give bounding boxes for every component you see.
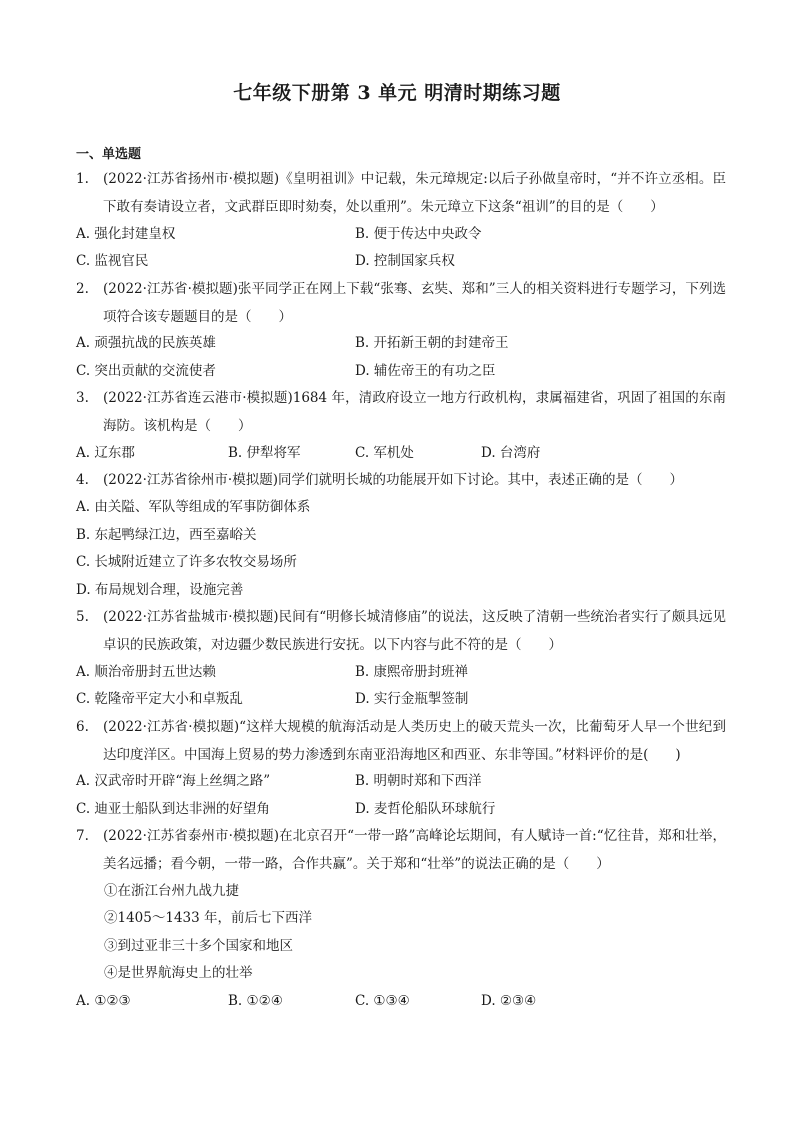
question-7 [76, 823, 726, 878]
option-a: A. 顽强抗战的民族英雄 [76, 335, 216, 351]
option-b: B. 便于传达中央政令 [355, 226, 482, 242]
statement-item: ④是世界航海史上的壮举 [104, 965, 253, 981]
option-a: A. 汉武帝时开辟“海上丝绸之路” [76, 773, 271, 789]
page-title: 七年级下册第 3 单元 明清时期练习题 [233, 82, 561, 104]
options-row [76, 358, 726, 386]
question-4 [76, 467, 726, 495]
option-d: D. 麦哲伦船队环球航行 [355, 801, 496, 817]
question-stem: (2022·江苏省·模拟题)张平同学正在网上下载“张骞、玄奘、郑和”三人的相关资料进行专题学习，下列选项符合该专题题目的是（ ） [103, 281, 726, 325]
statement-item: ②1405～1433 年，前后七下西洋 [104, 910, 313, 926]
options-row [76, 549, 726, 577]
options-row [76, 686, 726, 714]
options-row [76, 221, 726, 249]
option-b: B. 开拓新王朝的封建帝王 [355, 335, 509, 351]
question-2 [76, 276, 726, 331]
question-stem: (2022·江苏省徐州市·模拟题)同学们就明长城的功能展开如下讨论。其中，表述正确的是（ ） [103, 472, 683, 488]
option-d: D. 实行金瓶掣签制 [355, 691, 469, 707]
option-d: D. 控制国家兵权 [355, 253, 455, 269]
options-row [76, 248, 726, 276]
question-3 [76, 385, 726, 440]
option-c: C. ①③④ [355, 993, 410, 1009]
option-a: A. 辽东郡 [76, 445, 135, 461]
options-row [76, 440, 726, 468]
option-c: C. 乾隆帝平定大小和卓叛乱 [76, 691, 243, 707]
question-1 [76, 166, 726, 221]
option-a: A. 顺治帝册封五世达赖 [76, 664, 216, 680]
option-c: C. 突出贡献的交流使者 [76, 363, 216, 379]
option-b: B. ①②④ [228, 993, 283, 1009]
question-stem: (2022·江苏省扬州市·模拟题)《皇明祖训》中记载，朱元璋规定:以后子孙做皇帝时，“并不许立丞相。臣下敢有奏请设立者，文武群臣即时劾奏，处以重刑”。朱元璋立下这条“祖训”的目的是（ ） [103, 171, 726, 215]
question-stem: (2022·江苏省盐城市·模拟题)民间有“明修长城清修庙”的说法，这反映了清朝一些统治者实行了颇具远见卓识的民族政策，对边疆少数民族进行安抚。以下内容与此不符的是（ ） [103, 609, 726, 653]
question-number: 6. [76, 719, 89, 735]
option-b: B. 明朝时郑和下西洋 [355, 773, 482, 789]
question-number: 4. [76, 472, 89, 488]
option-c: C. 长城附近建立了许多农牧交易场所 [76, 554, 297, 570]
question-5 [76, 604, 726, 659]
question-number: 3. [76, 390, 89, 406]
option-d: D. 布局规划合理，设施完善 [76, 582, 244, 598]
statement-item: ①在浙江台州九战九捷 [104, 883, 239, 899]
option-a: A. ①②③ [76, 993, 131, 1009]
option-d: D. 辅佐帝王的有功之臣 [355, 363, 496, 379]
question-stem: (2022·江苏省泰州市·模拟题)在北京召开“一带一路”高峰论坛期间，有人赋诗一首:“忆往昔，郑和壮举，美名远播；看今朝，一带一路，合作共赢”。关于郑和“壮举”的说法正确的是（ ） [103, 828, 726, 872]
statement-item: ③到过亚非三十多个国家和地区 [104, 938, 293, 954]
options-row [76, 522, 726, 550]
question-number: 1. [76, 171, 89, 187]
options-row [76, 988, 726, 1016]
question-stem: (2022·江苏省·模拟题)“这样大规模的航海活动是人类历史上的破天荒头一次，比葡萄牙人早一个世纪到达印度洋区。中国海上贸易的势力渗透到东南亚沿海地区和西亚、东非等国。”材料评价的是( ) [103, 719, 726, 763]
option-d: D. 台湾府 [481, 445, 541, 461]
option-b: B. 伊犁将军 [228, 445, 301, 461]
question-number: 7. [76, 828, 89, 844]
option-b: B. 康熙帝册封班禅 [355, 664, 469, 680]
options-row [76, 330, 726, 358]
option-a: A. 强化封建皇权 [76, 226, 176, 242]
options-row [76, 659, 726, 687]
option-c: C. 监视官民 [76, 253, 149, 269]
options-row [76, 796, 726, 824]
options-row [76, 577, 726, 605]
question-number: 2. [76, 281, 89, 297]
option-b: B. 东起鸭绿江边，西至嘉峪关 [76, 527, 257, 543]
section-heading: 一、单选题 [76, 147, 142, 162]
option-c: C. 军机处 [355, 445, 414, 461]
options-row [76, 494, 726, 522]
option-a: A. 由关隘、军队等组成的军事防御体系 [76, 499, 311, 515]
question-6 [76, 714, 726, 769]
option-c: C. 迪亚士船队到达非洲的好望角 [76, 801, 270, 817]
question-stem: (2022·江苏省连云港市·模拟题)1684 年，清政府设立一地方行政机构，隶属福建省，巩固了祖国的东南海防。该机构是（ ） [103, 390, 726, 434]
options-row [76, 768, 726, 796]
question-number: 5. [76, 609, 89, 625]
option-d: D. ②③④ [481, 993, 537, 1009]
